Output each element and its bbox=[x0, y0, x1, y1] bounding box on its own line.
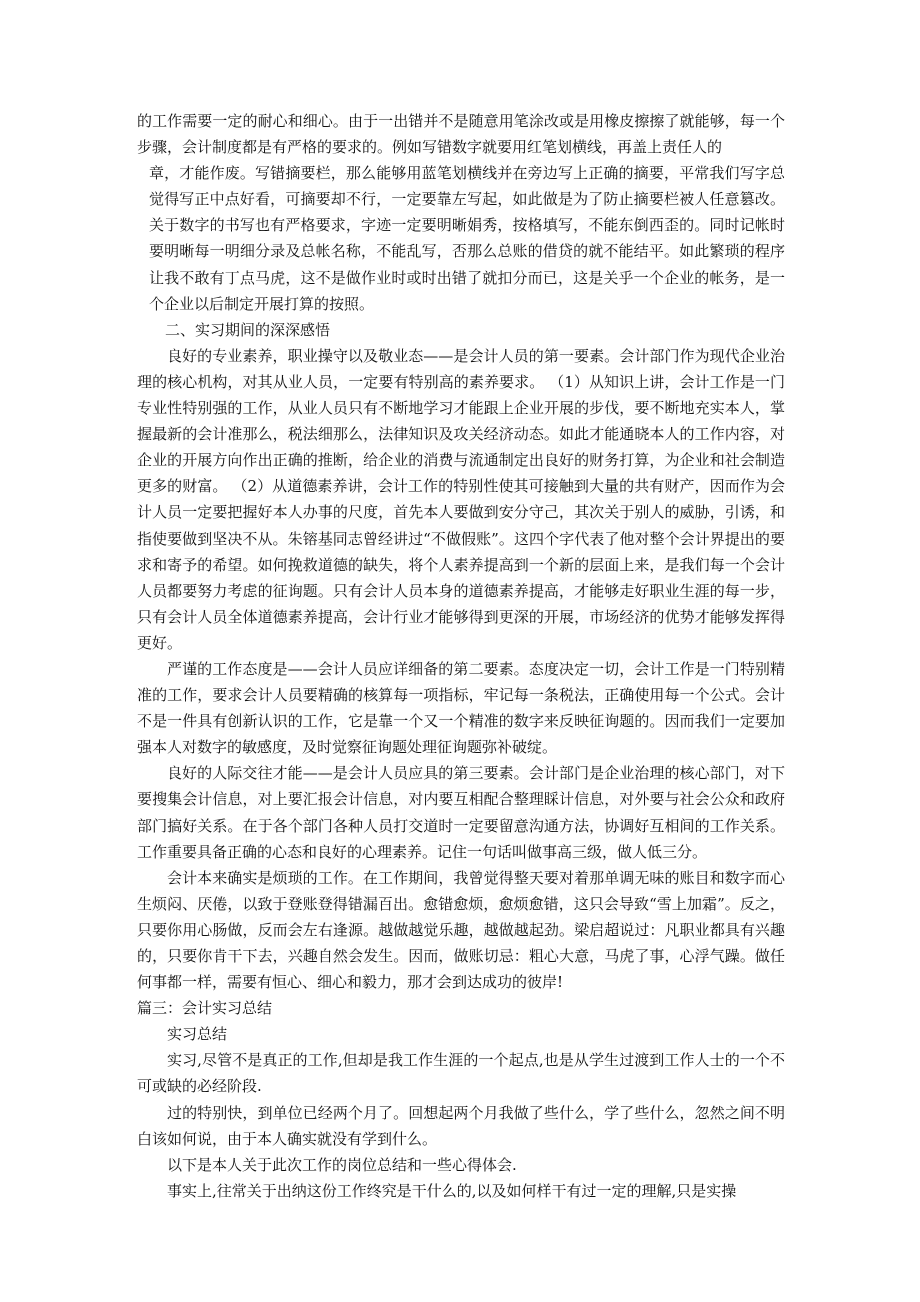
paragraph: 良好的专业素养，职业操守以及敬业态——是会计人员的第一要素。会计部门作为现代企业治理的核心机构，对其从业人员，一定要有特别高的素养要求。 （1）从知识上讲，会计工作是一门专业性特别强的工作，从业人员只有不断地学习才能跟上企业开展的步伐，要不断地充实本人，掌握最新的会计准那么，税法细那么，法律知识及攻关经济动态。如此才能通晓本人的工作内容，对企业的开展方向作出正确的推断，给企业的消费与流通制定出良好的财务打算，为企业和社会制造更多的财富。 （2）从道德素养讲，会计工作的特别性使其可接触到大量的共有财产，因而作为会计人员一定要把握好本人办事的尺度，首先本人要做到安分守己，其次关于别人的威胁，引诱，和指使要做到坚决不从。朱镕基同志曾经讲过“不做假账”。这四个字代表了他对整个会计界提出的要求和寄予的希望。如何挽救道德的缺失，将个人素养提高到一个新的层面上来，是我们每一个会计人员都要努力考虑的征询题。只有会计人员本身的道德素养提高，才能够走好职业生涯的每一步，只有会计人员全体道德素养提高，会计行业才能够得到更深的开展，市场经济的优势才能够发挥得更好。 bbox=[137, 346, 785, 652]
document-body bbox=[137, 108, 785, 1204]
paragraph: 事实上,往常关于出纳这份工作终究是干什么的,以及如何样干有过一定的理解,只是实操 bbox=[167, 1181, 737, 1200]
paragraph: 会计本来确实是烦琐的工作。在工作期间，我曾觉得整天要对着那单调无味的账目和数字而心生烦闷、厌倦，以致于登账登得错漏百出。愈错愈烦，愈烦愈错，这只会导致“雪上加霜”。反之，只要你用心肠做，反而会左右逢源。越做越觉乐趣，越做越起劲。梁启超说过：凡职业都具有兴趣的，只要你肯干下去，兴趣自然会发生。因而，做账切忌：粗心大意，马虎了事，心浮气躁。做任何事都一样，需要有恒心、细心和毅力，那才会到达成功的彼岸! bbox=[137, 868, 785, 992]
paragraph: 以下是本人关于此次工作的岗位总结和一些心得体会. bbox=[167, 1155, 517, 1174]
paragraph: 的工作需要一定的耐心和细心。由于一出错并不是随意用笔涂改或是用橡皮擦擦了就能够，每一个步骤，会计制度都是有严格的要求的。例如写错数字就要用红笔划横线，再盖上责任人的 bbox=[137, 112, 785, 157]
paragraph: 实习,尽管不是真正的工作,但却是我工作生涯的一个起点,也是从学生过渡到工作人士的一个不可或缺的必经阶段. bbox=[137, 1051, 785, 1096]
paragraph: 严谨的工作态度是——会计人员应详细备的第二要素。态度决定一切，会计工作是一门特别精准的工作，要求会计人员要精确的核算每一项指标，牢记每一条税法，正确使用每一个公式。会计不是一件具有创新认识的工作，它是靠一个又一个精准的数字来反映征询题的。因而我们一定要加强本人对数字的敏感度，及时觉察征询题处理征询题弥补破绽。 bbox=[137, 659, 785, 757]
section-heading: 二、实习期间的深深感悟 bbox=[165, 320, 331, 339]
chapter-heading: 篇三：会计实习总结 bbox=[137, 999, 273, 1018]
section-heading: 实习总结 bbox=[167, 1025, 228, 1044]
paragraph: 过的特别快，到单位已经两个月了。回想起两个月我做了些什么，学了些什么，忽然之间不明白该如何说，由于本人确实就没有学到什么。 bbox=[137, 1103, 785, 1148]
paragraph: 章，才能作废。写错摘要栏，那么能够用蓝笔划横线并在旁边写上正确的摘要，平常我们写字总觉得写正中点好看，可摘要却不行，一定要靠左写起，如此做是为了防止摘要栏被人任意篡改。关于数字的书写也有严格要求，字迹一定要明晰娟秀，按格填写，不能东倒西歪的。同时记帐时要明晰每一明细分录及总帐名称，不能乱写，否那么总账的借贷的就不能结平。如此繁琐的程序让我不敢有丁点马虎，这不是做作业时或时出错了就扣分而已，这是关乎一个企业的帐务，是一个企业以后制定开展打算的按照。 bbox=[149, 164, 785, 313]
paragraph: 良好的人际交往才能——是会计人员应具的第三要素。会计部门是企业治理的核心部门，对下要搜集会计信息，对上要汇报会计信息，对内要互相配合整理睬计信息，对外要与社会公众和政府部门搞好关系。在于各个部门各种人员打交道时一定要留意沟通方法，协调好互相间的工作关系。工作重要具备正确的心态和良好的心理素养。记住一句话叫做事高三级，做人低三分。 bbox=[137, 764, 785, 861]
